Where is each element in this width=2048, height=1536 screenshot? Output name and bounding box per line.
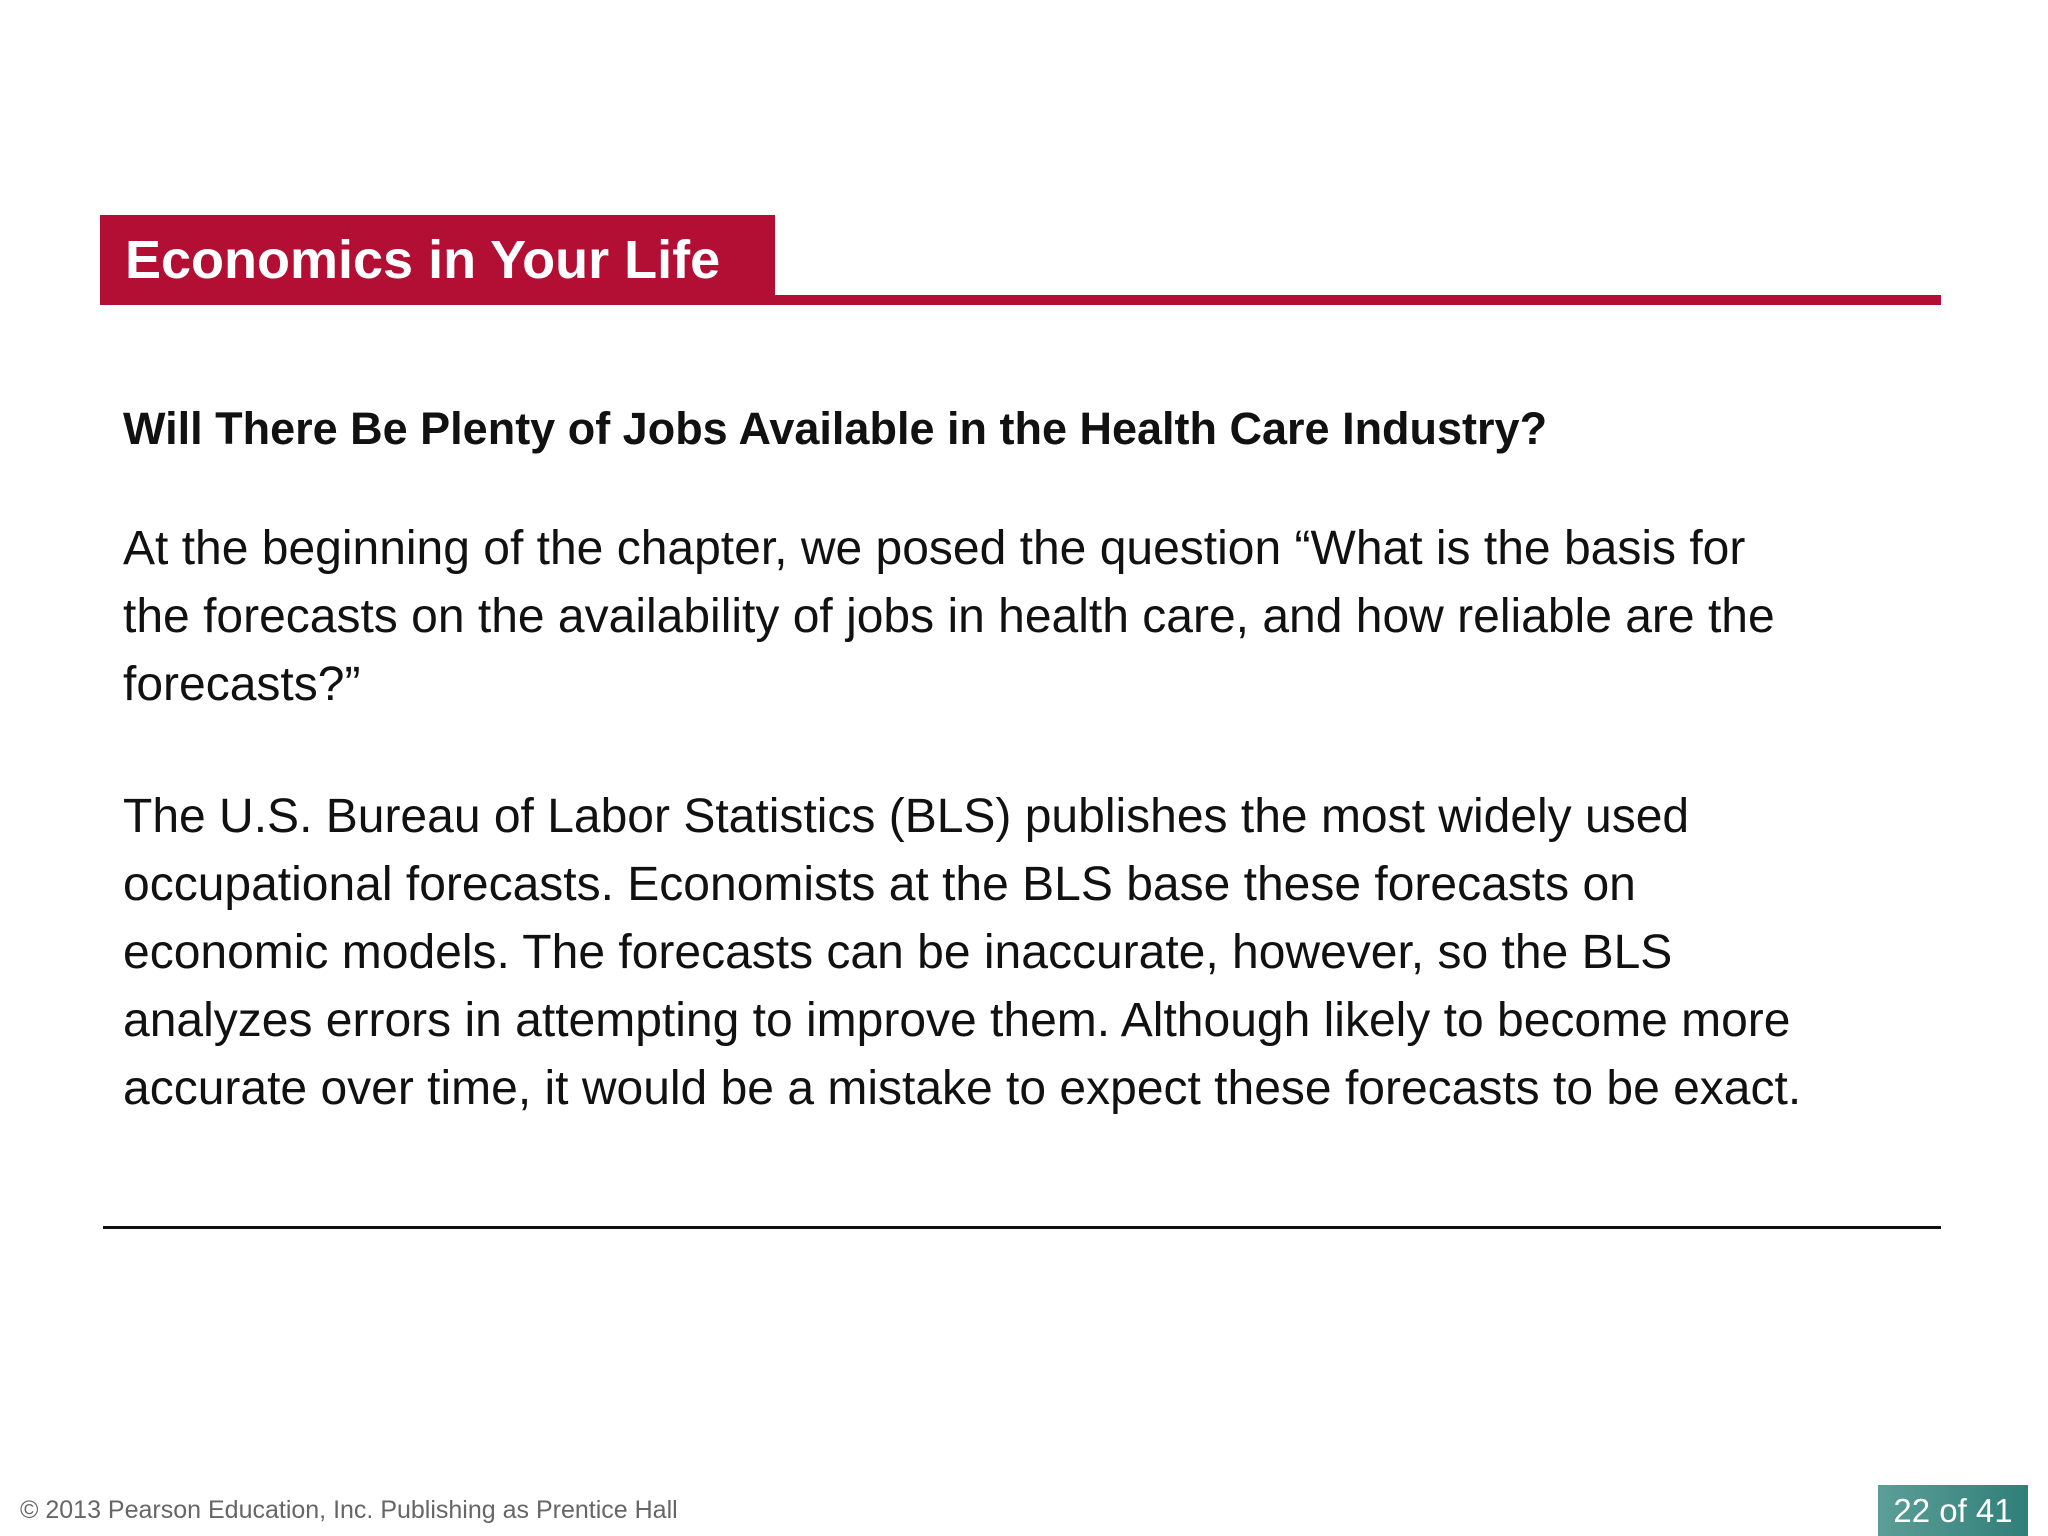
paragraph-answer: [123, 783, 1983, 1123]
paragraph-line: forecasts?”: [123, 658, 361, 711]
paragraph-line: analyzes errors in attempting to improve them. Although likely to become more: [123, 994, 1791, 1047]
closing-divider: [103, 1226, 1941, 1229]
section-title: Economics in Your Life: [125, 230, 721, 290]
paragraph-line: the forecasts on the availability of jobs in health care, and how reliable are the: [123, 590, 1775, 643]
section-banner: [100, 215, 775, 305]
paragraph-line: At the beginning of the chapter, we posed the question “What is the basis for: [123, 522, 1746, 575]
paragraph-line: The U.S. Bureau of Labor Statistics (BLS) publishes the most widely used: [123, 790, 1690, 843]
paragraph-line: occupational forecasts. Economists at the BLS base these forecasts on: [123, 858, 1636, 911]
page-indicator: 22 of 41: [1878, 1485, 2028, 1536]
paragraph-line: economic models. The forecasts can be inaccurate, however, so the BLS: [123, 926, 1673, 979]
paragraph-line: accurate over time, it would be a mistake to expect these forecasts to be exact.: [123, 1062, 1802, 1115]
banner-underline: [775, 295, 1941, 305]
paragraph-intro: [123, 515, 1983, 719]
question-heading: Will There Be Plenty of Jobs Available in the Health Care Industry?: [123, 403, 1548, 454]
slide-content: [123, 395, 1983, 1187]
copyright-notice: © 2013 Pearson Education, Inc. Publishing as Prentice Hall: [20, 1496, 678, 1524]
